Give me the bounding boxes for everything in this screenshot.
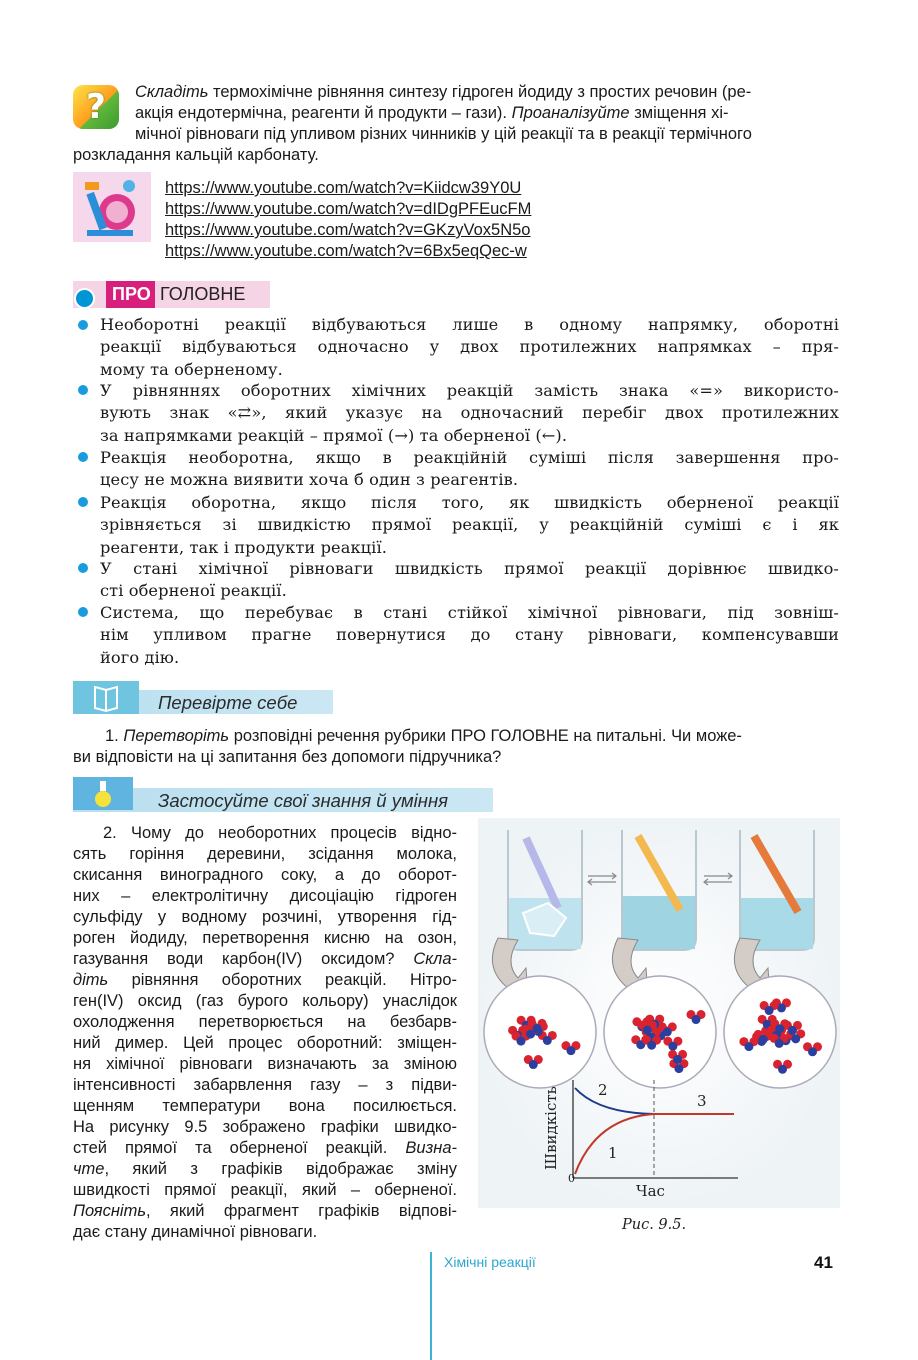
graph-origin: 0 <box>568 1172 575 1185</box>
summary-item: У рівняннях оборотних хімічних реакцій замість знака «=» використо- вують знак «⇄», який указує на одночасний перебіг двох протилежних за напрямками реакцій – прямої (→) та оберненої (←). <box>100 381 839 445</box>
bullet-icon <box>78 607 88 617</box>
apply-section-title: Застосуйте свої знання й уміння <box>158 790 449 811</box>
summary-item: Реакція оборотна, якщо після того, як швидкість оберненої реакції зрівняється зі швидкістю прямої реакції, у реакційній суміші є і як реагенти, так і продукти реакції. <box>100 493 839 557</box>
summary-header-tag: ПРО <box>106 281 155 308</box>
lightbulb-flask-icon <box>73 777 133 810</box>
book-icon <box>73 681 139 714</box>
video-link[interactable]: https://www.youtube.com/watch?v=GKzyVox5N5o <box>165 221 531 239</box>
curve-label-3: 3 <box>697 1092 707 1110</box>
footer-divider <box>430 1252 432 1360</box>
curve-label-2: 2 <box>598 1081 608 1099</box>
figure-caption: Рис. 9.5. <box>622 1217 687 1233</box>
apply-question-2: 2. Чому до необоротних процесів відно- сять горіння деревини, зсідання молока, скисання виноградного соку, а до оборот- них – електролітичну дисоціацію гідроген сульфіду у водному розчині, утворення гід- роген йодиду, перетворення кисню на озон, газування води карбон(IV) оксидом? Скла- діть рівняння оборотних реакцій. Нітро- ген(IV) оксид (газ бурого кольору) унаслідок охолодження перетворюється на безбарв- ний димер. Цей процес оборотний: зміщен- ня хімічної рівноваги визначають за зміною інтенсивності забарвлення газу – з підви- щенням температури вона посилюється. На рисунку 9.5 зображено графіки швидко- стей прямої та оберненої реакцій. Визна- чте, який з графіків відображає зміну швидкості прямої реакції, який – оберненої. Поясніть, який фрагмент графіків відпові- дає стану динамічної рівноваги. <box>73 824 457 1241</box>
summary-item: Реакція необоротна, якщо в реакційній суміші після завершення про- цесу не можна виявити хоча б один з реагентів. <box>100 448 839 490</box>
page-number: 41 <box>814 1253 833 1272</box>
graph-xlabel: Час <box>636 1182 665 1200</box>
task-intro-line1: Складіть термохімічне рівняння синтезу гідроген йодиду з простих речовин (ре- <box>135 83 752 101</box>
footer-section: Хімічні реакції <box>444 1254 536 1270</box>
summary-header-title: ГОЛОВНЕ <box>160 284 246 304</box>
video-link[interactable]: https://www.youtube.com/watch?v=Kiidcw39Y0U <box>165 179 522 197</box>
blue-dot-icon <box>74 288 95 309</box>
video-link[interactable]: https://www.youtube.com/watch?v=dIDgPFEucFM <box>165 200 532 218</box>
bullet-icon <box>78 497 88 507</box>
curve-label-1: 1 <box>608 1144 618 1162</box>
task-intro-line2: акція ендотермічна, реагенти й продукти – гази). Проаналізуйте зміщення хі- <box>135 104 729 122</box>
video-link[interactable]: https://www.youtube.com/watch?v=6Bx5eqQec-w <box>165 242 527 260</box>
summary-item: У стані хімічної рівноваги швидкість прямої реакції дорівнює швидко- сті оберненої реакції. <box>100 559 839 601</box>
summary-item: Система, що перебуває в стані стійкої хімічної рівноваги, під зовніш- нім упливом прагне повернутися до стану рівноваги, компенсувавши його дію. <box>100 603 839 667</box>
figure-9-5 <box>478 818 840 1208</box>
summary-item: Необоротні реакції відбуваються лише в одному напрямку, оборотні реакції відбуваються одночасно у двох протилежних напрямках – пря- мому та оберненому. <box>100 315 839 379</box>
bullet-icon <box>78 320 88 330</box>
task-intro-line4: розкладання кальцій карбонату. <box>73 146 319 164</box>
bullet-icon <box>78 563 88 573</box>
check-section-title: Перевірте себе <box>158 692 298 713</box>
question-icon: ? <box>73 85 119 129</box>
bullet-icon <box>78 385 88 395</box>
check-question-1: 1. Перетворіть розповідні речення рубрики ПРО ГОЛОВНЕ на питальні. Чи може- <box>105 727 742 745</box>
video-links <box>165 178 531 262</box>
check-question-1-line2: ви відповісти на ці запитання без допомоги підручника? <box>73 748 502 766</box>
bullet-icon <box>78 452 88 462</box>
microscope-flask-icon <box>73 172 151 242</box>
task-intro-line3: мічної рівноваги під упливом різних чинників у цій реакції та в реакції термічного <box>135 125 752 143</box>
